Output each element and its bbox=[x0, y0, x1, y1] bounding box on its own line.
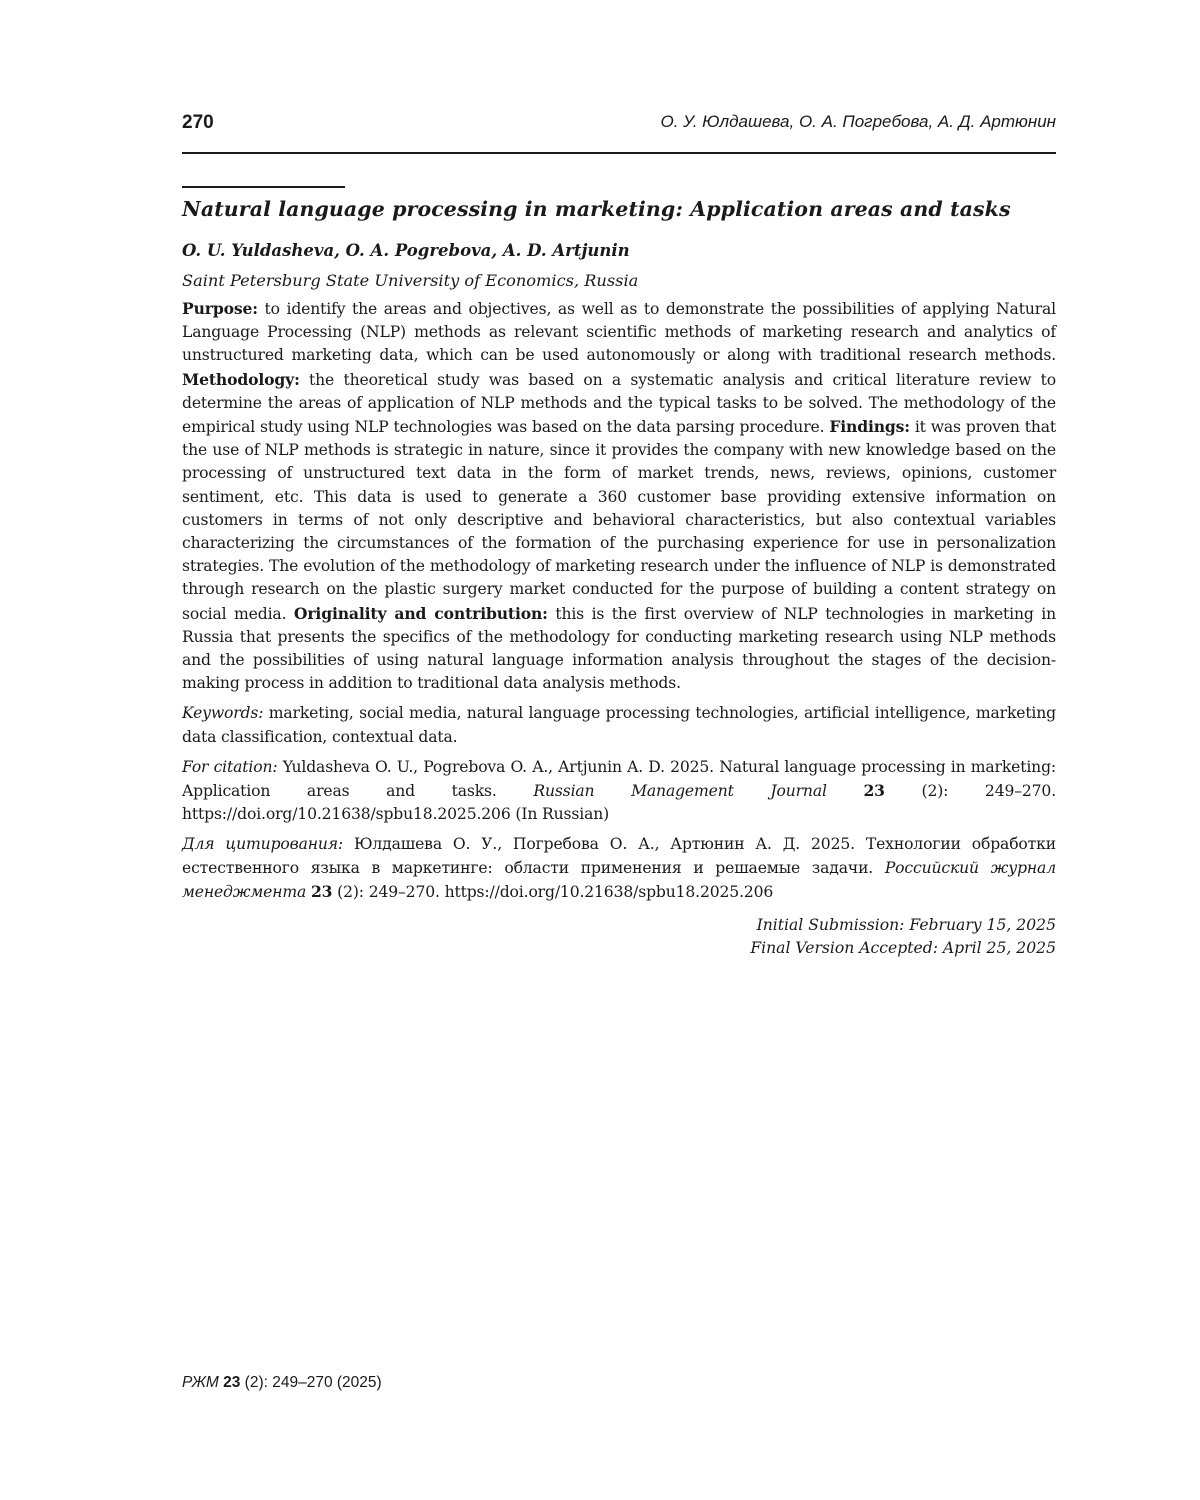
purpose-text: to identify the areas and objectives, as well as to demonstrate the possibilities of applying Natural Language Processing (NLP) methods as relevant scientific methods of marketing research and analytics of unstructured marketing data, which can be used autonomously or along with traditional research methods. bbox=[182, 300, 1056, 365]
running-head bbox=[182, 112, 1056, 140]
originality-label: Originality and contribution: bbox=[293, 603, 548, 623]
methodology-text: the theoretical study was based on a systematic analysis and critical literature review to determine the areas of application of NLP methods and the typical tasks to be solved. The methodology of the empirical study using NLP technologies was based on the data parsing procedure. bbox=[182, 370, 1056, 437]
findings-text: it was proven that the use of NLP methods is strategic in nature, since it provides the company with new knowledge based on the processing of unstructured text data in the form of market trends, news, reviews, opinions, customer sentiment, etc. This data is used to generate a 360 customer base providing extensive information on customers in terms of not only descriptive and behavioral characteristics, but also contextual variables characterizing the circumstances of the formation of the purchasing experience for use in personalization strategies. The evolution of the methodology of marketing research under the influence of NLP is demonstrated through research on the plastic surgery market conducted for the purpose of building a content strategy on social media. bbox=[182, 418, 1056, 623]
citation-ru-label: Для цитирования: bbox=[182, 835, 344, 854]
title-divider bbox=[182, 186, 345, 188]
citation-ru-pages: (2): 249–270. https://doi.org/10.21638/spbu18.2025.206 bbox=[332, 882, 774, 901]
citation-ru-volume: 23 bbox=[310, 881, 333, 901]
citation-en-pages: (2): 249–270. https://doi.org/10.21638/spbu18.2025.206 (In Russian) bbox=[182, 782, 1057, 824]
keywords-label: Keywords: bbox=[182, 704, 264, 723]
header-divider bbox=[182, 152, 1056, 154]
article-title: Natural language processing in marketing: Application areas and tasks bbox=[182, 197, 1011, 221]
citation-en-journal: Russian Management Journal bbox=[533, 782, 827, 801]
citation-en-label: For citation: bbox=[182, 757, 278, 776]
findings-label: Findings: bbox=[829, 417, 910, 437]
abstract bbox=[182, 297, 1056, 695]
keywords-text: marketing, social media, natural language processing technologies, artificial intelligence, marketing data classification, contextual data. bbox=[182, 704, 1056, 746]
methodology-label: Methodology: bbox=[182, 369, 300, 389]
purpose-label: Purpose: bbox=[182, 299, 258, 318]
citation-en-volume: 23 bbox=[863, 781, 885, 801]
footer-journal: РЖМ bbox=[182, 1374, 219, 1391]
citation-en bbox=[182, 756, 1056, 827]
running-authors: О. У. Юлдашева, О. А. Погребова, А. Д. Артюнин bbox=[660, 112, 1056, 131]
article-content bbox=[182, 195, 1056, 960]
footer-pages: (2): 249–270 (2025) bbox=[240, 1374, 382, 1391]
initial-submission: Initial Submission: February 15, 2025 bbox=[756, 916, 1056, 935]
article-authors: O. U. Yuldasheva, O. A. Pogrebova, A. D. Artjunin bbox=[182, 241, 630, 260]
citation-en-text: Yuldasheva O. U., Pogrebova O. A., Artjunin A. D. 2025. Natural language processing in marketing: Application areas and tasks. bbox=[182, 757, 1057, 801]
page-footer bbox=[182, 1374, 382, 1392]
citation-ru-text: Юлдашева О. У., Погребова О. А., Артюнин А. Д. 2025. Технологии обработки естественного языка в маркетинге: области применения и решаемые задачи. bbox=[182, 835, 1056, 877]
keywords bbox=[182, 702, 1056, 748]
page-number: 270 bbox=[182, 112, 214, 133]
submission-dates bbox=[182, 914, 1056, 960]
final-accepted: Final Version Accepted: April 25, 2025 bbox=[750, 939, 1056, 958]
article-affiliation: Saint Petersburg State University of Economics, Russia bbox=[182, 271, 639, 290]
citation-ru bbox=[182, 833, 1056, 904]
originality-text: this is the first overview of NLP technologies in marketing in Russia that presents the specifics of the methodology for conducting marketing research using NLP methods and the possibilities of using natural language information analysis throughout the stages of the decision-making process in addition to traditional data analysis methods. bbox=[182, 604, 1056, 693]
footer-volume: 23 bbox=[223, 1374, 241, 1391]
citation-ru-journal: Российский журнал менеджмента bbox=[182, 858, 1056, 901]
